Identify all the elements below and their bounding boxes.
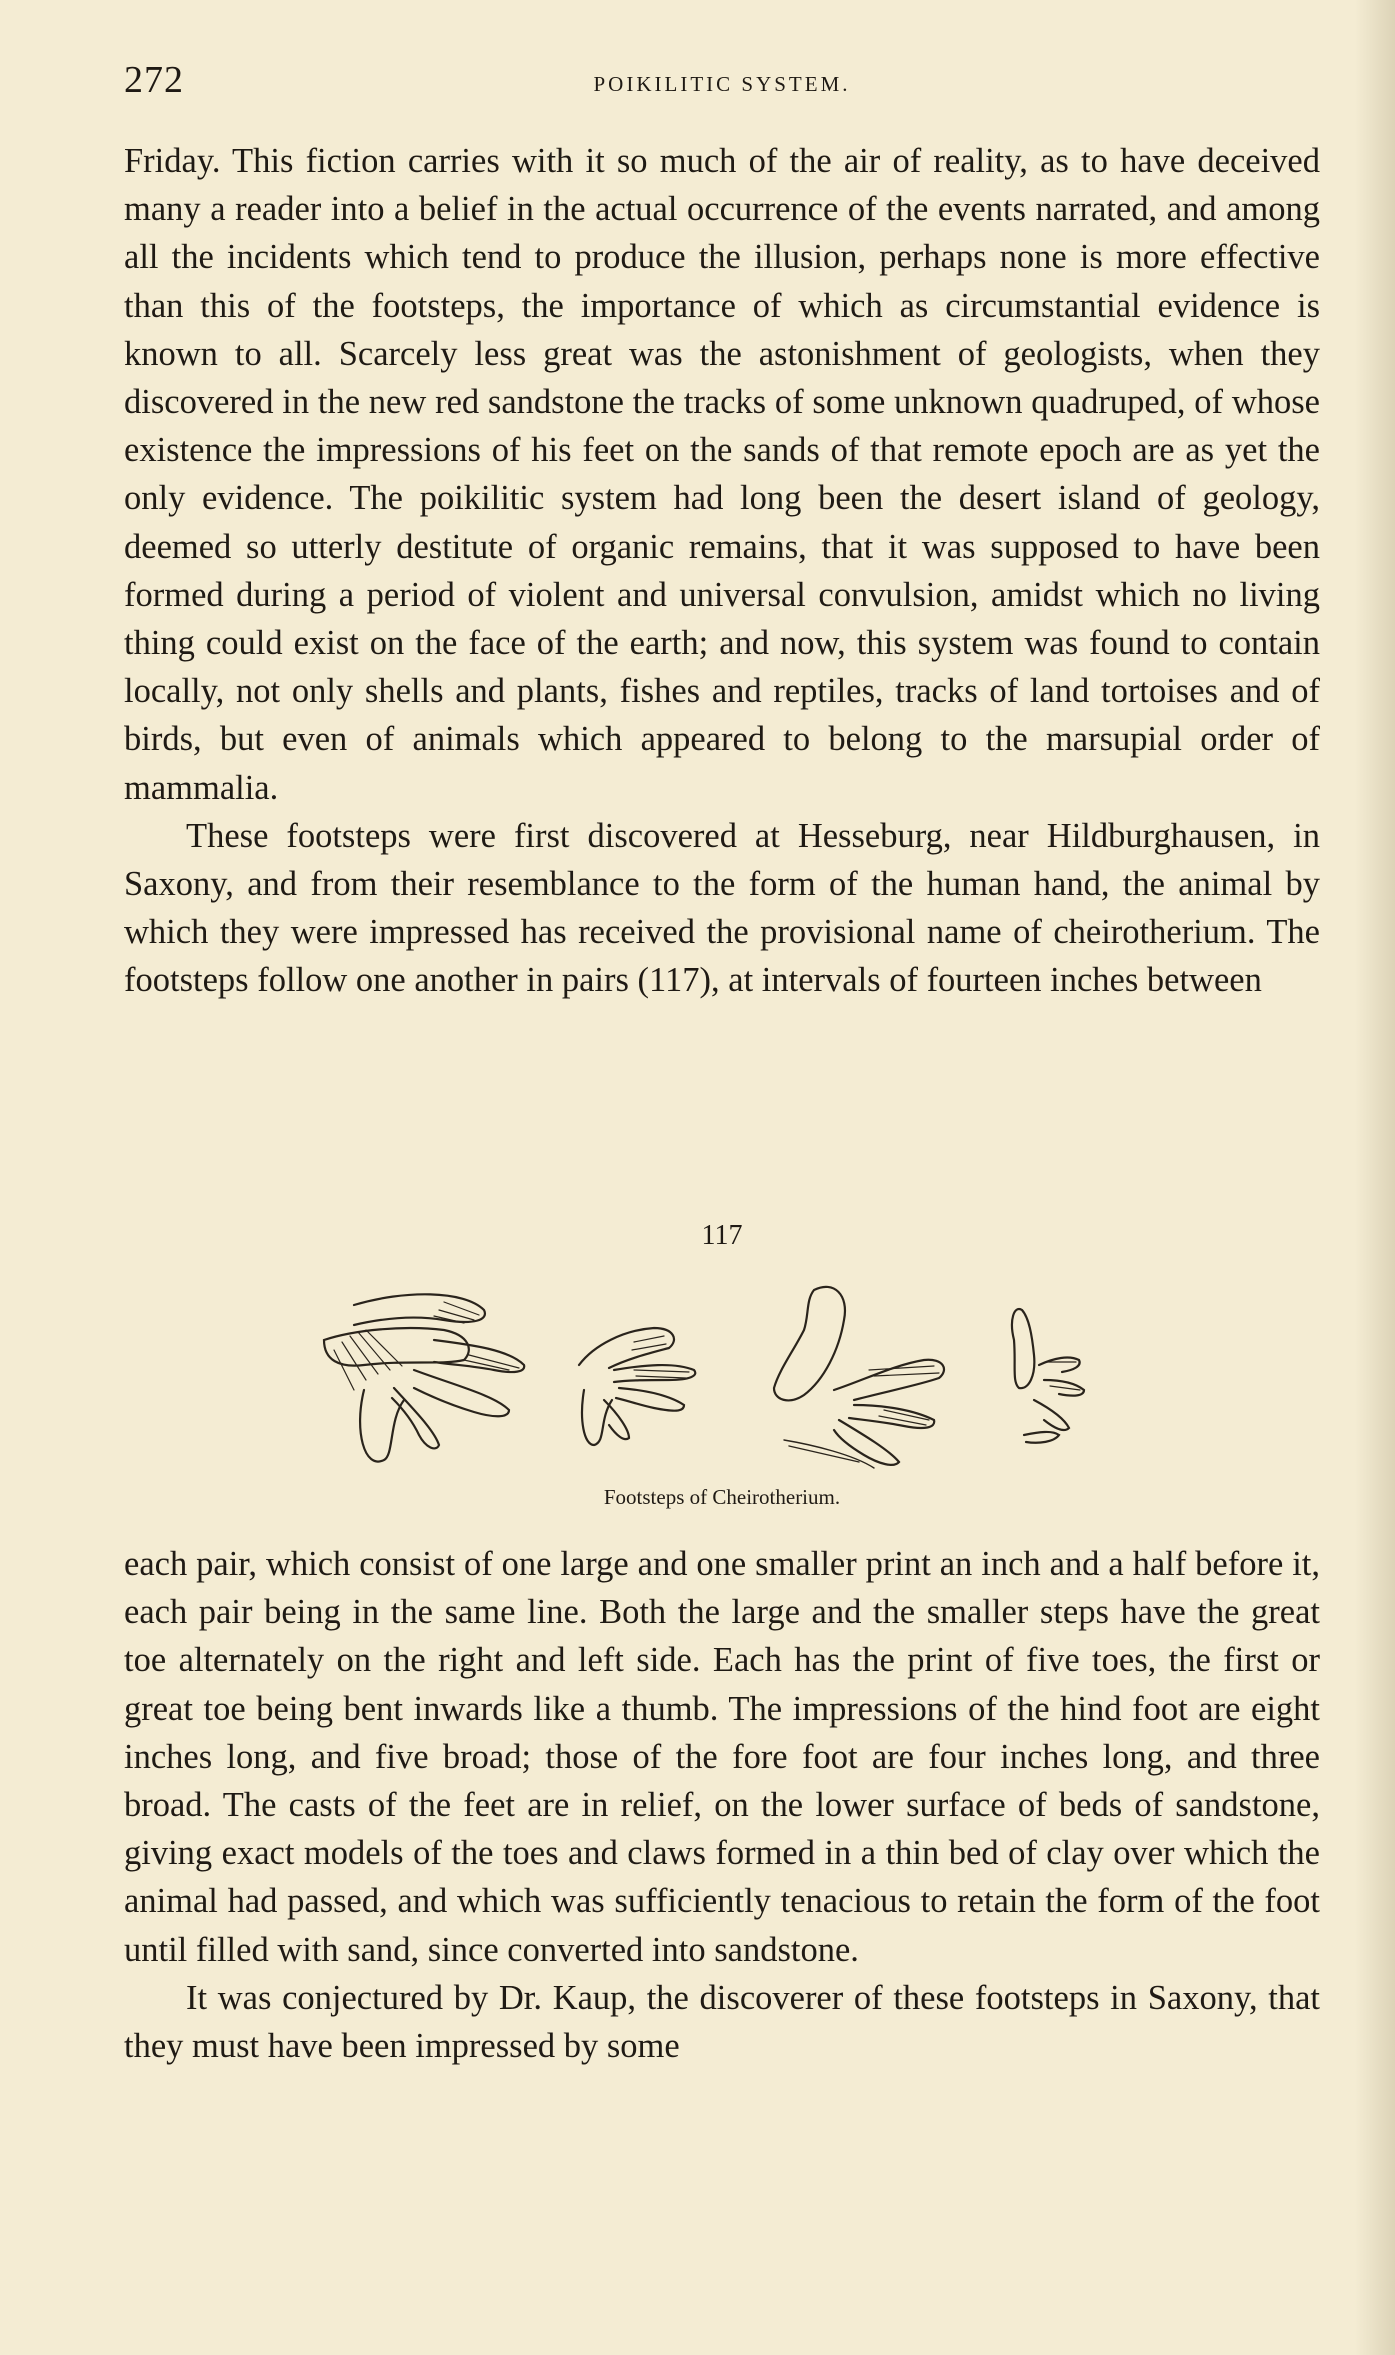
page-header <box>124 58 1320 108</box>
fore-foot-print-right <box>1012 1309 1084 1443</box>
paragraph: It was conjectured by Dr. Kaup, the discoverer of these footsteps in Saxony, that they must have been impressed by some <box>124 1978 1320 2066</box>
paragraph: Friday. This fiction carries with it so much of the air of reality, as to have deceived many a reader into a belief in the actual occurrence of the events narrated, and among all the incidents which tend to produce the illusion, perhaps none is more effective than this of the footsteps, the importance of which as circumstantial evidence is known to all. Scarcely less great was the astonishment of geologists, when they discovered in the new red sandstone the tracks of some unknown quadruped, of whose existence the impressions of his feet on the sands of that remote epoch are as yet the only evidence. The poikilitic system had long been the desert island of geology, deemed so utterly destitute of organic remains, that it was supposed to have been formed during a period of violent and universal convulsion, amidst which no living thing could exist on the face of the earth; and now, this system was found to contain locally, not only shells and plants, fishes and reptiles, tracks of land tortoises and of birds, but even of animals which appeared to belong to the marsupial order of mammalia. <box>124 142 1320 807</box>
figure-117 <box>124 1220 1320 1525</box>
page-number: 272 <box>124 59 184 101</box>
paragraph: each pair, which consist of one large and one smaller print an inch and a half before it, each pair being in the same line. Both the large and the smaller steps have the great toe alternately on the right and left side. Each has the print of five toes, the first or great toe being bent inwards like a thumb. The impressions of the hind foot are eight inches long, and five broad; those of the fore foot are four inches long, and three broad. The casts of the feet are in relief, on the lower surface of beds of sandstone, giving exact models of the toes and claws formed in a thin bed of clay over which the animal had passed, and which was sufficiently tenacious to retain the form of the foot until filled with sand, since converted into sandstone. <box>124 1545 1320 1969</box>
cheirotherium-footprints-illustration <box>294 1270 1254 1480</box>
paragraph: These footsteps were first discovered at Hesseburg, near Hildburghausen, in Saxony, and from their resemblance to the form of the human hand, the animal by which they were impressed has received the provisional name of cheirotherium. The footsteps follow one another in pairs (117), at intervals of fourteen inches between <box>124 816 1320 1000</box>
body-text-top <box>124 137 1320 1005</box>
hind-foot-print-right <box>774 1287 944 1468</box>
figure-number: 117 <box>701 1220 743 1251</box>
running-head: POIKILITIC SYSTEM. <box>593 72 851 96</box>
fore-foot-print-left <box>579 1328 695 1445</box>
figure-caption: Footsteps of Cheirotherium. <box>603 1485 841 1509</box>
body-text-bottom <box>124 1540 1320 2070</box>
hind-foot-print-left <box>324 1294 524 1461</box>
page-edge-shadow <box>1355 0 1395 2355</box>
